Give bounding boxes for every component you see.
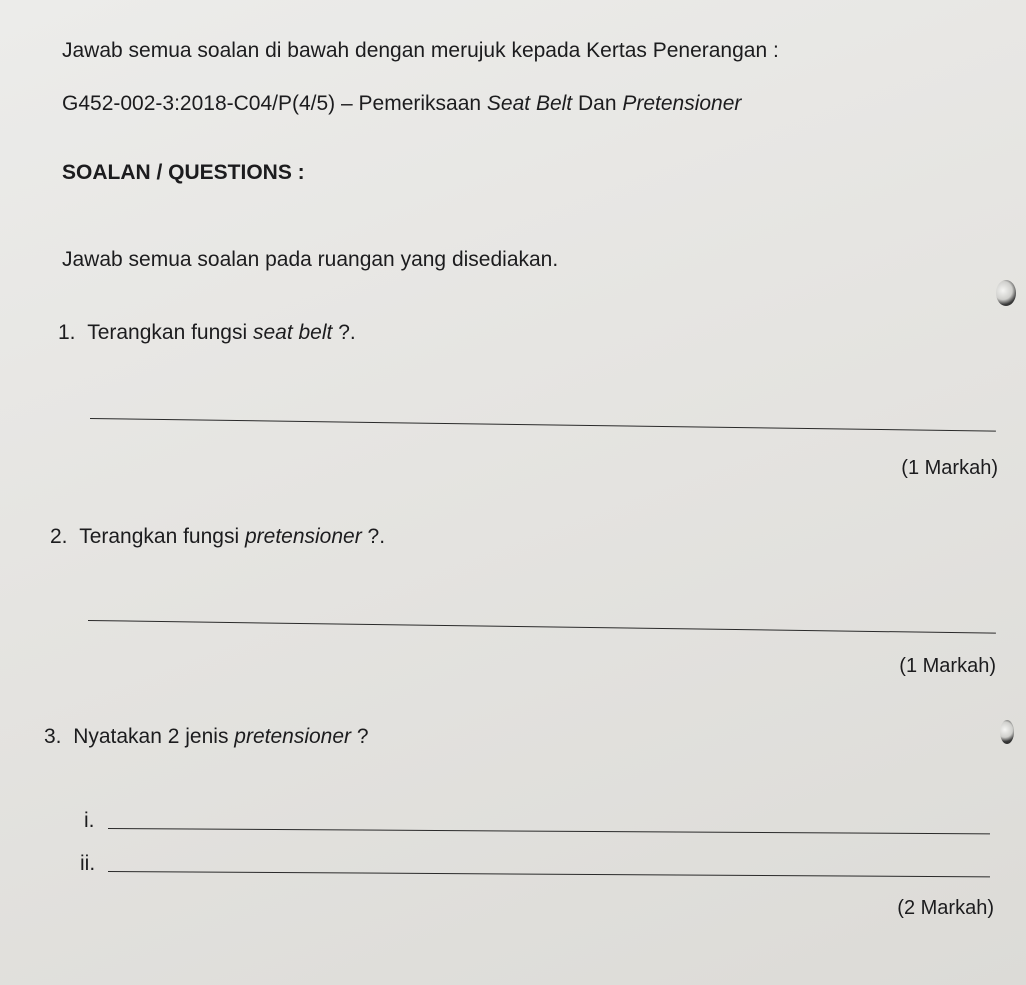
question-end: ?. [361,525,386,548]
question-number: 3. [44,725,62,748]
question-term: pretensioner [234,725,352,748]
marks-2: (1 Markah) [899,655,996,677]
question-text: Terangkan fungsi [87,321,253,344]
answer-line-3ii[interactable] [108,871,990,877]
question-text: Nyatakan 2 jenis [73,725,235,748]
punch-hole-icon [996,280,1016,306]
reference-code: G452-002-3:2018-C04/P(4/5) – Pemeriksaan [62,92,487,115]
question-number: 1. [58,321,76,344]
marks-3: (2 Markah) [897,897,994,919]
question-end: ? [351,725,369,748]
section-title: SOALAN / QUESTIONS : [62,161,305,184]
question-number: 2. [50,525,68,548]
reference-connector: Dan [572,92,623,115]
answer-line-1[interactable] [90,418,996,432]
question-3 [44,724,369,750]
marks-1: (1 Markah) [901,457,998,479]
answer-line-3i[interactable] [108,828,990,834]
punch-hole-icon [1000,720,1014,744]
instruction-line-2 [62,91,741,117]
reference-seat-belt: Seat Belt [486,92,573,115]
sub-item-i-label: i. [84,809,95,832]
reference-pretensioner: Pretensioner [622,92,742,115]
question-text: Terangkan fungsi [79,525,245,548]
question-1 [58,320,356,346]
question-2 [50,524,385,550]
question-term: pretensioner [244,525,362,548]
question-term: seat belt [252,321,333,344]
instruction-line-1 [62,38,779,64]
question-end: ?. [332,321,356,344]
section-instruction: Jawab semua soalan pada ruangan yang disediakan. [62,248,559,271]
sub-item-ii-label: ii. [80,852,96,875]
instruction-text: Jawab semua soalan di bawah dengan merujuk kepada Kertas Penerangan : [62,39,779,62]
answer-line-2[interactable] [88,620,996,634]
